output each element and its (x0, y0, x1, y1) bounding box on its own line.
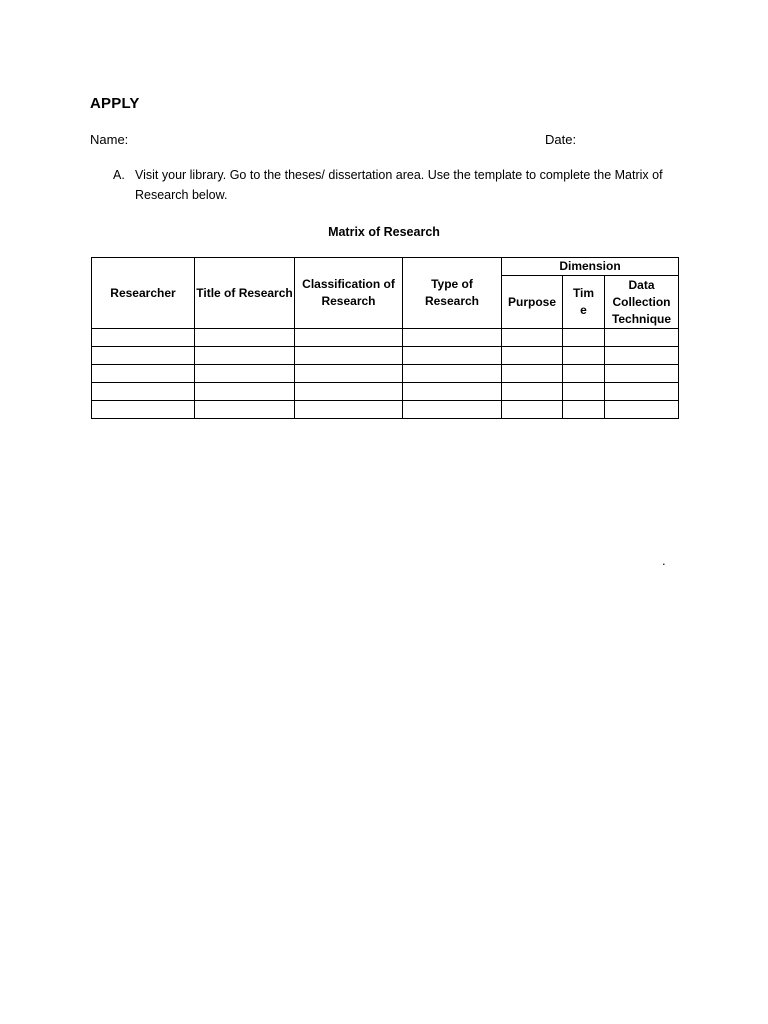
table-cell[interactable] (502, 365, 563, 383)
header-researcher: Researcher (92, 258, 195, 329)
stray-mark: . (662, 553, 666, 568)
table-cell[interactable] (92, 401, 195, 419)
table-cell[interactable] (605, 347, 679, 365)
table-row (92, 365, 679, 383)
table-cell[interactable] (563, 365, 605, 383)
table-cell[interactable] (92, 347, 195, 365)
matrix-table (91, 257, 679, 419)
table-cell[interactable] (563, 329, 605, 347)
header-title-of-research: Title of Research (195, 258, 295, 329)
date-label: Date: (545, 132, 577, 147)
table-cell[interactable] (563, 347, 605, 365)
table-cell[interactable] (195, 365, 295, 383)
header-data-collection: Data Collection Technique (605, 276, 679, 329)
table-cell[interactable] (295, 329, 403, 347)
table-cell[interactable] (92, 383, 195, 401)
table-row (92, 383, 679, 401)
instruction-text: Visit your library. Go to the theses/ dissertation area. Use the template to complete the Matrix of Research below. (135, 168, 663, 202)
table-cell[interactable] (605, 383, 679, 401)
table-row (92, 401, 679, 419)
table-cell[interactable] (605, 329, 679, 347)
table-cell[interactable] (605, 401, 679, 419)
table-cell[interactable] (195, 329, 295, 347)
name-label: Name: (90, 132, 129, 147)
table-row (92, 329, 679, 347)
table-title: Matrix of Research (328, 225, 440, 239)
table-cell[interactable] (403, 401, 502, 419)
table-cell[interactable] (502, 383, 563, 401)
table-cell[interactable] (502, 401, 563, 419)
table-cell[interactable] (195, 383, 295, 401)
instruction-marker: A. (113, 168, 125, 182)
table-cell[interactable] (195, 401, 295, 419)
table-cell[interactable] (403, 365, 502, 383)
instruction-item (113, 165, 673, 205)
header-purpose: Purpose (502, 276, 563, 329)
table-row (92, 347, 679, 365)
table-cell[interactable] (605, 365, 679, 383)
table-cell[interactable] (502, 329, 563, 347)
header-time: Tim e (563, 276, 605, 329)
table-cell[interactable] (403, 347, 502, 365)
table-cell[interactable] (403, 383, 502, 401)
table-cell[interactable] (92, 329, 195, 347)
header-classification: Classification of Research (295, 258, 403, 329)
table-cell[interactable] (295, 401, 403, 419)
table-cell[interactable] (92, 365, 195, 383)
header-dimension: Dimension (502, 258, 679, 276)
table-cell[interactable] (563, 401, 605, 419)
header-type-of-research: Type of Research (403, 258, 502, 329)
table-cell[interactable] (295, 347, 403, 365)
table-cell[interactable] (295, 365, 403, 383)
table-cell[interactable] (502, 347, 563, 365)
table-cell[interactable] (195, 347, 295, 365)
table-cell[interactable] (563, 383, 605, 401)
table-cell[interactable] (403, 329, 502, 347)
page-heading: APPLY (90, 95, 140, 112)
table-cell[interactable] (295, 383, 403, 401)
